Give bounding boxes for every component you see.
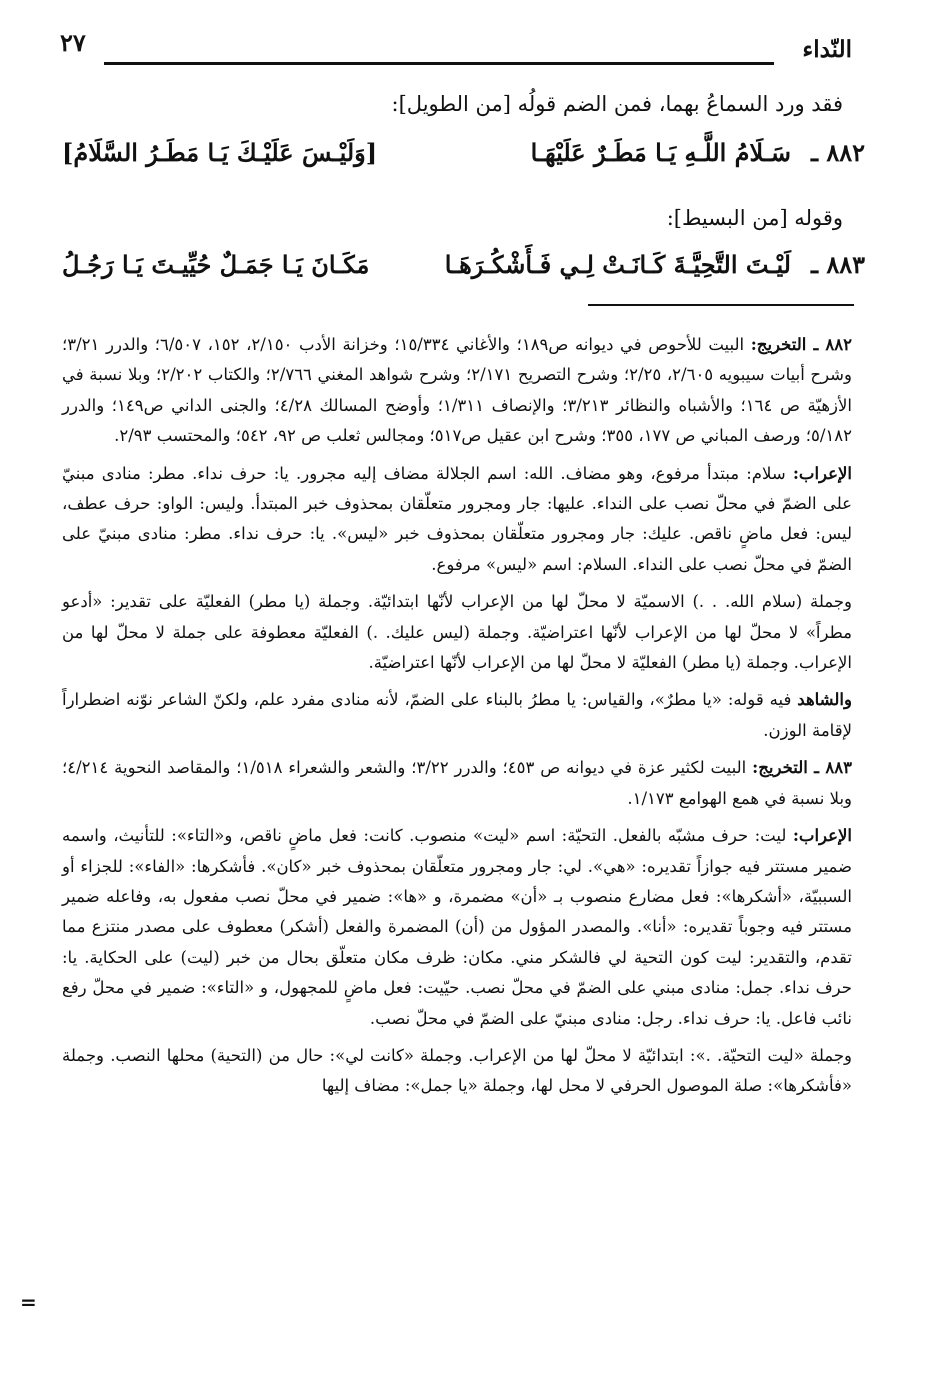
running-title: النّداء — [802, 36, 852, 63]
footnote-text: البيت لكثير عزة في ديوانه ص ٤٥٣؛ والدرر ٣/٢٢؛ والشعر والشعراء ١/٥١٨؛ والمقاصد النحوية ٤/٢١٤؛ وبلا نسبة في همع الهوامع ١/١٧٣. — [62, 758, 852, 808]
footnote-irab-882 — [62, 459, 852, 581]
page-header — [60, 24, 852, 64]
footnote-jumal-883 — [62, 1041, 852, 1102]
verse-first-hemistich: سَـلَامُ اللَّـهِ يَـا مَطَـرٌ عَلَيْهَـا — [530, 138, 791, 167]
footnote-text: البيت للأحوص في ديوانه ص١٨٩؛ والأغاني ١٥/٣٣٤؛ وخزانة الأدب ٢/١٥٠، ١٥٢، ٦/٥٠٧؛ والدرر ٣/٢١؛ وشرح أبيات سيبويه ٢/٦٠٥، ٢/٢٥؛ وشرح التصريح ٢/١٧١؛ وشرح شواهد المغني ٢/٧٦٦؛ والكتاب ٢/٢٠٢؛ وبلا نسبة في الأزهيّة ص ١٦٤؛ والأشباه والنظائر ٣/٢١٣؛ والإنصاف ١/٣١١؛ وأوضح المسالك ٤/٢٨؛ والجنى الداني ص١٤٩؛ والدرر ٥/١٨٢؛ ورصف المباني ص ١٧٧، ٣٥٥؛ وشرح ابن عقيل ص٥١٧؛ ومجالس ثعلب ص ٩٢، ٥٤٢؛ والمحتسب ٢/٩٣. — [62, 335, 852, 446]
footnote-text: فيه قوله: «يا مطرٌ»، والقياس: يا مطرُ بالبناء على الضمّ، لأنه منادى مفرد علم، ولكنّ الشاعر نوّنه اضطراراً لإقامة الوزن. — [62, 690, 852, 740]
verse-second-hemistich: [وَلَيْـسَ عَلَيْـكَ يَـا مَطَـرُ السَّلَامُ] — [62, 138, 378, 167]
footnote-text: سلام: مبتدأ مرفوع، وهو مضاف. الله: اسم الجلالة مضاف إليه مجرور. يا: حرف نداء. مطر: منادى مبنيّ على الضمّ في محلّ نصب على النداء. عليها: جار ومجرور متعلّقان بمحذوف خبر المبتدأ. وليس: الواو: حرف عطف، ليس: فعل ماضٍ ناقص. عليك: جار ومجرور متعلّقان بمحذوف خبر «ليس». يا: حرف نداء. مطر: منادى مبنيّ على الضمّ في محلّ نصب على النداء. السلام: اسم «ليس» مرفوع. — [62, 463, 852, 574]
footnote-label: ٨٨٢ ـ التخريج: — [750, 335, 852, 354]
footnote-takhrij-883 — [62, 753, 852, 814]
verse-second-hemistich: مَكَـانَ يَـا جَمَـلٌ حُيِّيـتَ يَـا رَجُـلُ — [62, 250, 370, 279]
footnote-jumal-882 — [62, 587, 852, 678]
footnote-label: والشاهد — [797, 690, 852, 710]
footnote-text: وجملة «ليت التحيّة. .»: ابتدائيّة لا محلّ لها من الإعراب. وجملة «كانت لي»: حال من (التحية) محلها النصب. وجملة «فأشكرها»: صلة الموصول الحرفي لا محل لها، وجملة «يا جمل»: مضاف إليها — [62, 1045, 852, 1096]
footnotes — [62, 330, 852, 1109]
intro-line-1: فقد ورد السماعُ بهما، فمن الضم قولُه [من الطويل]: — [391, 92, 843, 116]
page-number: ٢٧ — [60, 28, 86, 57]
verse-number: ٨٨٣ ـ — [810, 250, 865, 279]
verse-first-hemistich: لَيْـتَ التَّحِيَّـةَ كَـانَـتْ لِـي فَـأَشْكُـرَهَـا — [444, 250, 791, 279]
footnote-takhrij-882 — [62, 330, 852, 452]
continuation-mark: = — [20, 1290, 37, 1314]
footnote-text: ليت: حرف مشبّه بالفعل. التحيّة: اسم «ليت» منصوب. كانت: فعل ماضٍ ناقص، و«التاء»: للتأنيث، واسمه ضمير مستتر فيه جوازاً تقديره: «هي». لي: جار ومجرور متعلّقان بمحذوف خبر «كان». فأشكرها: «الفاء»: للجزاء أو السببيّة، «أشكرها»: فعل مضارع منصوب بـ «أن» مضمرة، و «ها»: ضمير في محلّ نصب مفعول به، وفاعله ضمير مستتر فيه وجوباً تقديره: «أنا». والمصدر المؤول من (أن) المضمرة والفعل (أشكر) معطوف على مصدر منتزع مما تقدم، والتقدير: ليت كون التحية لي فالشكر مني. مكان: ظرف مكان متعلّق بحال من خبر (ليت) على الحكاية. يا: حرف نداء. جمل: منادى مبني على الضمّ في محلّ نصب. حيّيت: فعل ماضٍ للمجهول، و «التاء»: ضمير في محلّ رفع نائب فاعل. يا: حرف نداء. رجل: منادى مبنيّ على الضمّ في محلّ نصب. — [62, 826, 852, 1028]
intro-line-2: وقوله [من البسيط]: — [666, 206, 843, 230]
footnote-shahid-882 — [62, 685, 852, 746]
footnote-text: وجملة (سلام الله. . .) الاسميّة لا محلّ لها من الإعراب لأنّها ابتدائيّة. وجملة (يا مطر) الفعليّة على تقدير: «أدعو مطراً» لا محلّ لها من الإعراب لأنّها اعتراضيّة. وجملة (ليس عليك. .) الفعليّة معطوفة على جملة لا محلّ لها من الإعراب. وجملة (يا مطر) الفعليّة لا محلّ لها من الإعراب لأنّها اعتراضيّة. — [62, 592, 852, 673]
footnote-label: ٨٨٣ ـ التخريج: — [752, 758, 852, 778]
verse-number: ٨٨٢ ـ — [810, 138, 865, 167]
footnote-irab-883 — [62, 821, 852, 1034]
footnote-separator — [588, 304, 854, 306]
footnote-label: الإعراب: — [792, 826, 852, 846]
footnote-label: الإعراب: — [792, 463, 852, 483]
header-rule — [104, 62, 774, 65]
